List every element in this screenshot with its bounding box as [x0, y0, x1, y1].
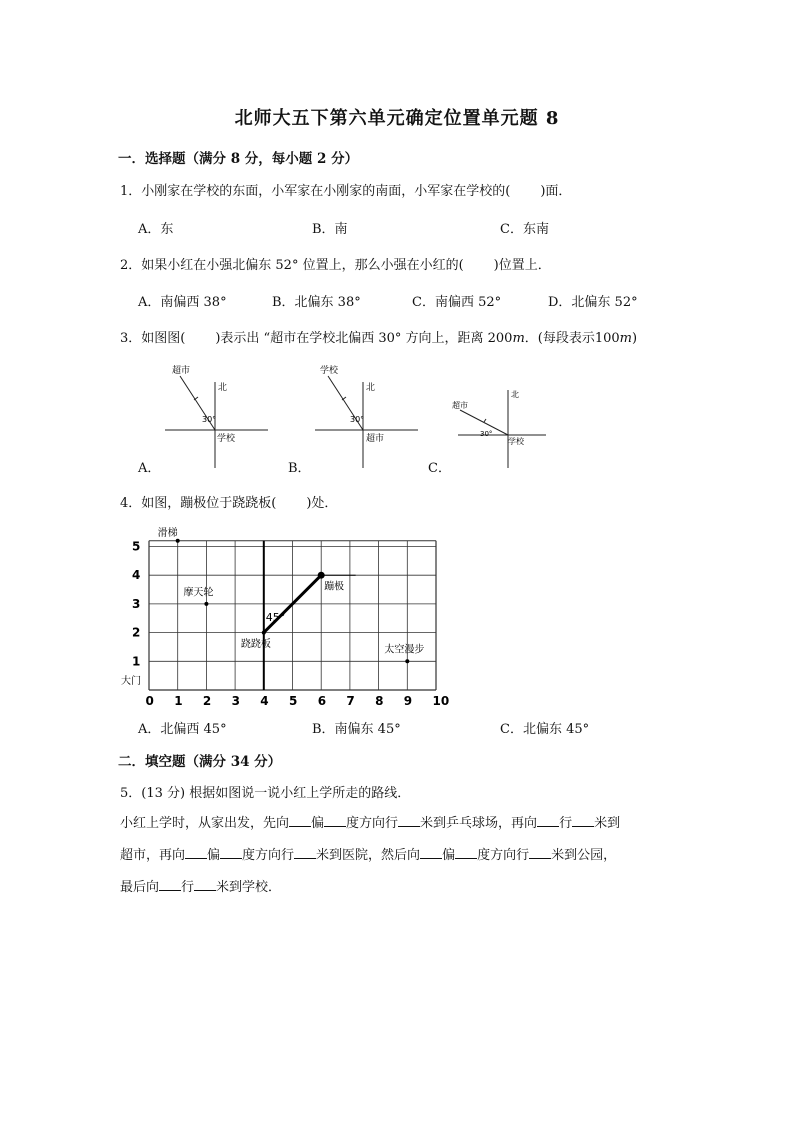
- option-1c[interactable]: C．东南: [500, 222, 549, 237]
- text-segment: 最后向: [120, 880, 160, 895]
- seesaw-point: [262, 631, 266, 635]
- axis-ticks: [132, 540, 449, 709]
- figure-b: [300, 360, 430, 470]
- fill-blank[interactable]: [529, 846, 551, 859]
- question-2-stem: 2．如果小红在小强北偏东 52° 位置上，那么小强在小红的(: [120, 258, 464, 273]
- y-tick-label: 5: [132, 539, 141, 554]
- figure-c: [450, 380, 560, 470]
- spacewalk-point: [405, 659, 409, 663]
- question-5-line-2: [120, 844, 616, 863]
- x-tick-label: 4: [260, 694, 269, 708]
- x-tick-label: 8: [375, 694, 384, 708]
- question-3: [120, 327, 637, 346]
- slide-label: 滑梯: [157, 527, 178, 539]
- fill-blank[interactable]: [572, 814, 594, 827]
- x-tick-label: 3: [231, 694, 240, 708]
- fig-b-angle-label: 30°: [350, 415, 365, 424]
- option-2a[interactable]: A．南偏西 38°: [138, 295, 227, 310]
- ferris-wheel-label: 摩天轮: [183, 587, 214, 599]
- option-4c[interactable]: C．北偏东 45°: [500, 722, 590, 737]
- question-1-stem-end: )面．: [540, 184, 572, 199]
- fig-a-north-label: 北: [218, 383, 228, 393]
- text-segment: 超市，再向: [120, 848, 186, 863]
- text-segment: 小红上学时，从家出发，先向: [120, 816, 290, 831]
- unit-m: m: [512, 331, 525, 346]
- option-4a[interactable]: A．北偏西 45°: [138, 722, 227, 737]
- text-segment: 米到医院，然后向: [316, 848, 421, 863]
- question-5-line-1: [120, 812, 620, 831]
- option-3b[interactable]: B．: [288, 461, 311, 476]
- question-3-stem: 3．如图图(: [120, 331, 186, 346]
- text-segment: 度方向行: [346, 816, 399, 831]
- fig-c-north-label: 北: [511, 390, 519, 399]
- fill-blank[interactable]: [220, 846, 242, 859]
- fill-blank[interactable]: [324, 814, 346, 827]
- fill-blank[interactable]: [159, 878, 181, 891]
- section-1-heading: 一．选择题（满分 8 分，每小题 2 分）: [118, 151, 359, 167]
- option-4b[interactable]: B．南偏东 45°: [312, 722, 401, 737]
- fill-blank[interactable]: [294, 846, 316, 859]
- question-4-stem-end: )处．: [306, 496, 338, 511]
- segment-tick: [484, 419, 486, 422]
- fig-b-north-label: 北: [366, 383, 376, 393]
- text-segment: 行: [559, 816, 573, 831]
- question-2: [120, 254, 551, 273]
- x-tick-label: 1: [174, 694, 183, 708]
- x-tick-label: 9: [403, 694, 413, 708]
- text-segment: 偏: [311, 816, 325, 831]
- slide-point: [176, 539, 180, 543]
- location-grid-figure: [120, 522, 460, 717]
- question-5-line-3: [120, 876, 281, 895]
- gate-label: 大门: [121, 676, 141, 687]
- question-2-stem-end: )位置上．: [493, 258, 551, 273]
- page-title: 北师大五下第六单元确定位置单元题 8: [234, 108, 560, 129]
- text-segment: 度方向行: [477, 848, 530, 863]
- fig-c-angle-label: 30°: [480, 430, 493, 438]
- bungee-label: 蹦极: [324, 581, 345, 593]
- y-tick-label: 4: [132, 568, 141, 583]
- fill-blank[interactable]: [455, 846, 477, 859]
- seesaw-label: 跷跷板: [240, 638, 271, 650]
- x-tick-label: 5: [289, 694, 298, 708]
- text-segment: 度方向行: [242, 848, 295, 863]
- fill-blank[interactable]: [537, 814, 559, 827]
- spacewalk-label: 太空漫步: [384, 644, 425, 656]
- question-4: [120, 492, 337, 511]
- x-tick-label: 10: [432, 694, 450, 708]
- section-2-heading: 二．填空题（满分 34 分）: [118, 754, 282, 770]
- question-3-stem-tail: ．(每段表示100: [524, 331, 620, 346]
- text-segment: 米到学校．: [216, 880, 282, 895]
- option-3c[interactable]: C．: [428, 461, 451, 476]
- option-3a[interactable]: A．: [138, 461, 161, 476]
- text-segment: 米到: [594, 816, 621, 831]
- question-3-stem-mid: )表示出 “超市在学校北偏西 30° 方向上，距离 200: [215, 331, 513, 346]
- fig-c-center-label: 学校: [508, 437, 524, 446]
- text-segment: 偏: [207, 848, 221, 863]
- fill-blank[interactable]: [289, 814, 311, 827]
- text-segment: 米到公园，: [551, 848, 617, 863]
- question-4-stem: 4．如图，蹦极位于跷跷板(: [120, 496, 277, 511]
- x-tick-label: 2: [202, 694, 212, 708]
- option-2d[interactable]: D．北偏东 52°: [548, 295, 638, 310]
- grid: [149, 541, 436, 690]
- option-1b[interactable]: B．南: [312, 222, 348, 237]
- bungee-point: [318, 572, 325, 579]
- unit-m: m: [619, 331, 632, 346]
- fill-blank[interactable]: [398, 814, 420, 827]
- fig-a-angle-label: 30°: [202, 415, 217, 424]
- x-tick-label: 0: [145, 694, 154, 708]
- y-tick-label: 1: [132, 654, 141, 669]
- fill-blank[interactable]: [185, 846, 207, 859]
- fig-b-top-label: 学校: [320, 366, 339, 376]
- figure-a: [150, 360, 280, 470]
- option-2b[interactable]: B．北偏东 38°: [272, 295, 361, 310]
- text-segment: 米到乒乓球场，再向: [420, 816, 538, 831]
- question-1-stem: 1．小刚家在学校的东面，小军家在小刚家的南面，小军家在学校的(: [120, 184, 511, 199]
- ferris-wheel-point: [204, 602, 208, 606]
- text-segment: 偏: [442, 848, 456, 863]
- x-tick-label: 6: [317, 694, 327, 708]
- fig-b-center-label: 超市: [366, 434, 385, 444]
- fill-blank[interactable]: [194, 878, 216, 891]
- fig-a-center-label: 学校: [217, 434, 236, 444]
- fig-c-top-label: 超市: [452, 401, 468, 410]
- fill-blank[interactable]: [420, 846, 442, 859]
- fig-a-top-label: 超市: [172, 366, 191, 376]
- question-5-stem: 5．(13 分) 根据如图说一说小红上学所走的路线．: [120, 786, 411, 801]
- x-tick-label: 7: [346, 694, 355, 708]
- text-segment: 行: [181, 880, 195, 895]
- question-1: [120, 180, 571, 199]
- y-tick-label: 2: [132, 625, 141, 640]
- y-tick-label: 3: [132, 596, 141, 611]
- question-3-close: ): [632, 331, 638, 346]
- option-1a[interactable]: A．东: [138, 222, 174, 237]
- option-2c[interactable]: C．南偏西 52°: [412, 295, 502, 310]
- angle-label: 45°: [265, 611, 286, 625]
